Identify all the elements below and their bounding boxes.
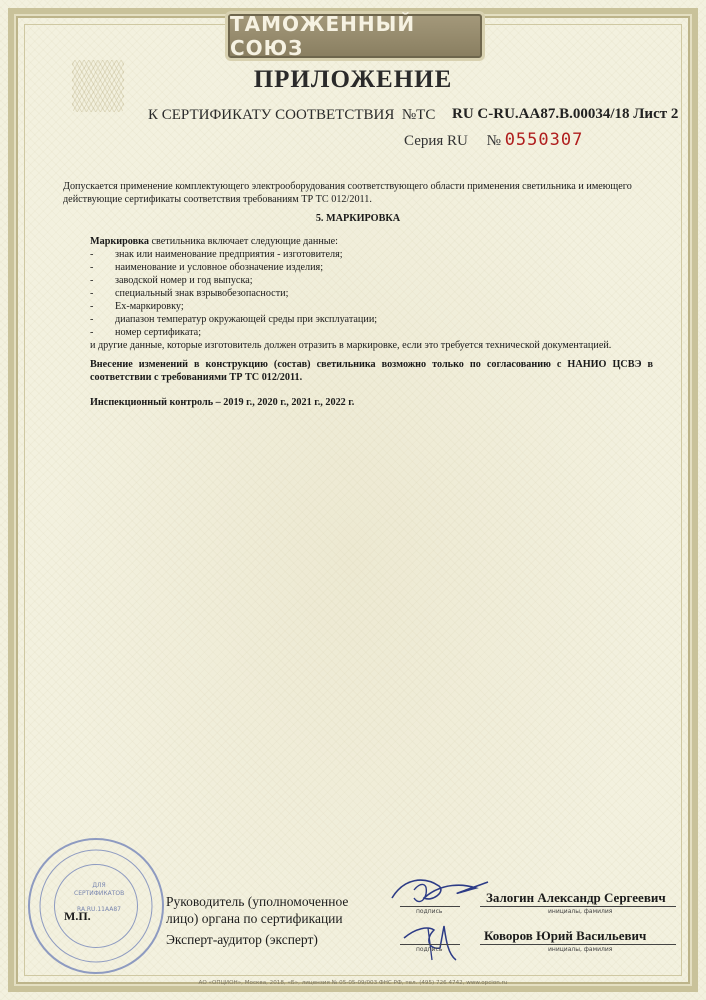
- list-item: - заводской номер и год выпуска;: [90, 275, 253, 286]
- page-title: ПРИЛОЖЕНИЕ: [253, 66, 453, 93]
- blank-serial-number: 0550307: [504, 130, 584, 150]
- list-item: - знак или наименование предприятия - изготовителя;: [90, 249, 343, 260]
- list-item: - наименование и условное обозначение изделия;: [90, 262, 324, 273]
- customs-union-banner: ТАМОЖЕННЫЙ СОЮЗ: [228, 14, 482, 58]
- inner-border: [24, 24, 682, 976]
- name-line-expert: [480, 944, 676, 945]
- head-role-line2: лицо) органа по сертификации: [166, 911, 343, 926]
- seal-stamp: [28, 838, 164, 974]
- expert-name: Коворов Юрий Васильевич: [484, 928, 647, 943]
- expert-role: Эксперт-аудитор (эксперт): [166, 932, 318, 947]
- head-name: Залогин Александр Сергеевич: [486, 890, 666, 905]
- series-line: [404, 130, 583, 150]
- handwritten-signatures: [384, 868, 494, 968]
- signature-line-expert: [400, 944, 460, 945]
- head-role-line1: Руководитель (уполномоченное: [166, 894, 349, 909]
- signature-caption-expert: подпись: [416, 946, 443, 953]
- subtitle-text: К СЕРТИФИКАТУ СООТВЕТСТВИЯ: [148, 107, 395, 123]
- signature-caption-head: подпись: [416, 908, 443, 915]
- intro-paragraph: Допускается применение комплектующего электрооборудования соответствующего области применения светильника и имеющего действующие сертификаты соответствия требованиям ТР ТС 012/2011.: [63, 181, 632, 205]
- list-item: - Ex-маркировку;: [90, 301, 184, 312]
- changes-note: Внесение изменений в конструкцию (состав) светильника возможно только по согласованию с НАНИО ЦСВЭ в соответствии с требованиями ТР ТС 012/2011.: [90, 359, 653, 383]
- list-item: - номер сертификата;: [90, 327, 202, 338]
- name-line-head: [480, 906, 676, 907]
- stamp-text: ДЛЯ СЕРТИФИКАТОВ RA.RU.11AA87: [74, 882, 125, 913]
- inspection-control: Инспекционный контроль – 2019 г., 2020 г., 2021 г., 2022 г.: [90, 397, 355, 408]
- series-value: RU: [447, 133, 468, 149]
- marking-tail: и другие данные, которые изготовитель должен отразить в маркировке, если это требуется технической документацией.: [90, 340, 612, 351]
- document-body: [63, 180, 653, 409]
- name-caption-expert: инициалы, фамилия: [548, 946, 613, 953]
- number-label: №: [486, 133, 501, 149]
- stamp-place-label: М.П.: [64, 909, 91, 923]
- head-role: [166, 893, 348, 927]
- cert-prefix: №ТС: [401, 107, 436, 123]
- certificate-number: RU C-RU.AA87.B.00034/18 Лист 2: [452, 106, 679, 122]
- list-item: - диапазон температур окружающей среды при эксплуатации;: [90, 314, 378, 325]
- section-heading: 5. МАРКИРОВКА: [315, 213, 401, 224]
- certificate-subtitle: [148, 107, 435, 124]
- marking-lead-bold: Маркировка: [90, 236, 149, 247]
- marking-lead: [63, 235, 653, 248]
- printer-imprint: АО «ОПЦИОН», Москва, 2018, «Б», лицензия № 05-05-09/003 ФНС РФ, тел. (495) 726 4742, www.opcion.ru: [198, 980, 508, 986]
- signature-line-head: [400, 906, 460, 907]
- marking-lead-rest: светильника включает следующие данные:: [148, 236, 338, 247]
- name-caption-head: инициалы, фамилия: [548, 908, 613, 915]
- list-item: - специальный знак взрывобезопасности;: [90, 288, 289, 299]
- marking-list: [63, 248, 653, 339]
- series-label: Серия: [404, 133, 444, 149]
